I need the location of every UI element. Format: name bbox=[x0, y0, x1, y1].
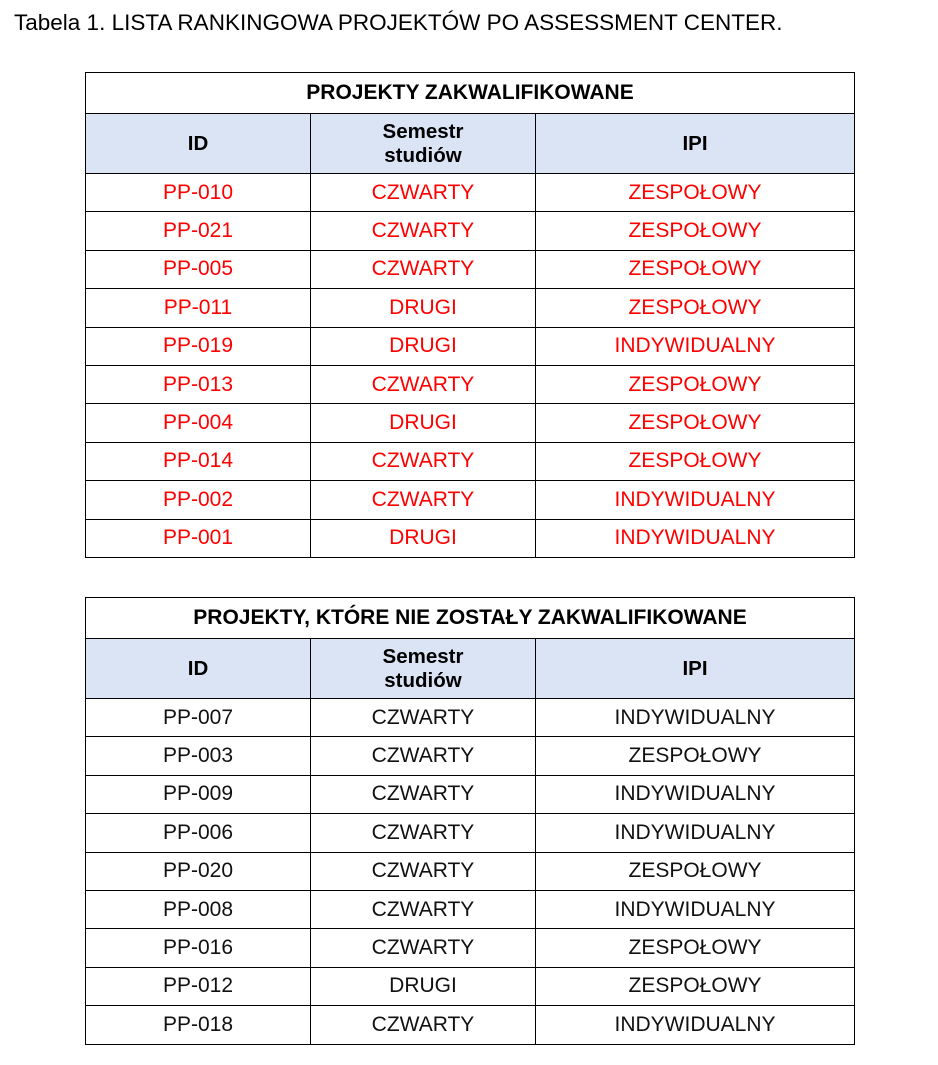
not-qualified-projects-table bbox=[85, 597, 855, 1045]
not-qualified-table-title: PROJEKTY, KTÓRE NIE ZOSTAŁY ZAKWALIFIKOWANE bbox=[86, 598, 855, 639]
cell-id: PP-019 bbox=[86, 327, 311, 365]
column-header-semester bbox=[311, 114, 536, 174]
cell-semester: DRUGI bbox=[311, 289, 536, 327]
cell-semester: DRUGI bbox=[311, 519, 536, 557]
cell-id: PP-008 bbox=[86, 890, 311, 928]
cell-ipi: ZESPOŁOWY bbox=[536, 852, 855, 890]
column-header-row bbox=[86, 639, 855, 699]
table-row bbox=[86, 174, 855, 212]
table-row bbox=[86, 212, 855, 250]
cell-id: PP-005 bbox=[86, 250, 311, 288]
table-row bbox=[86, 365, 855, 403]
cell-id: PP-020 bbox=[86, 852, 311, 890]
cell-id: PP-011 bbox=[86, 289, 311, 327]
cell-ipi: INDYWIDUALNY bbox=[536, 1006, 855, 1044]
column-header-id: ID bbox=[86, 114, 311, 174]
table-row bbox=[86, 967, 855, 1005]
table-row bbox=[86, 289, 855, 327]
table-caption: Tabela 1. LISTA RANKINGOWA PROJEKTÓW PO ASSESSMENT CENTER. bbox=[14, 10, 783, 35]
cell-semester: CZWARTY bbox=[311, 250, 536, 288]
cell-semester: CZWARTY bbox=[311, 212, 536, 250]
cell-id: PP-009 bbox=[86, 775, 311, 813]
table-row bbox=[86, 519, 855, 557]
cell-ipi: INDYWIDUALNY bbox=[536, 699, 855, 737]
cell-id: PP-004 bbox=[86, 404, 311, 442]
cell-semester: CZWARTY bbox=[311, 852, 536, 890]
cell-semester: CZWARTY bbox=[311, 699, 536, 737]
table-row bbox=[86, 814, 855, 852]
cell-ipi: INDYWIDUALNY bbox=[536, 814, 855, 852]
cell-id: PP-012 bbox=[86, 967, 311, 1005]
cell-semester: DRUGI bbox=[311, 327, 536, 365]
cell-ipi: INDYWIDUALNY bbox=[536, 890, 855, 928]
table-row bbox=[86, 404, 855, 442]
table-row bbox=[86, 852, 855, 890]
cell-semester: CZWARTY bbox=[311, 890, 536, 928]
cell-id: PP-021 bbox=[86, 212, 311, 250]
column-header-semester-line1: Semestr bbox=[382, 644, 464, 668]
cell-semester: CZWARTY bbox=[311, 174, 536, 212]
cell-ipi: ZESPOŁOWY bbox=[536, 289, 855, 327]
cell-semester: CZWARTY bbox=[311, 481, 536, 519]
cell-semester: CZWARTY bbox=[311, 775, 536, 813]
cell-id: PP-001 bbox=[86, 519, 311, 557]
cell-semester: CZWARTY bbox=[311, 929, 536, 967]
qualified-table-body bbox=[86, 174, 855, 558]
cell-id: PP-003 bbox=[86, 737, 311, 775]
cell-id: PP-018 bbox=[86, 1006, 311, 1044]
cell-ipi: ZESPOŁOWY bbox=[536, 250, 855, 288]
column-header-id: ID bbox=[86, 639, 311, 699]
cell-semester: DRUGI bbox=[311, 404, 536, 442]
table-row bbox=[86, 250, 855, 288]
cell-ipi: ZESPOŁOWY bbox=[536, 929, 855, 967]
not-qualified-table-body bbox=[86, 699, 855, 1045]
table-row bbox=[86, 481, 855, 519]
cell-semester: CZWARTY bbox=[311, 365, 536, 403]
cell-ipi: ZESPOŁOWY bbox=[536, 212, 855, 250]
column-header-semester-line1: Semestr bbox=[382, 119, 464, 143]
column-header-semester bbox=[311, 639, 536, 699]
column-header-semester-line2: studiów bbox=[384, 668, 462, 692]
column-header-ipi: IPI bbox=[536, 639, 855, 699]
cell-semester: CZWARTY bbox=[311, 1006, 536, 1044]
cell-ipi: INDYWIDUALNY bbox=[536, 481, 855, 519]
column-header-ipi: IPI bbox=[536, 114, 855, 174]
cell-id: PP-010 bbox=[86, 174, 311, 212]
cell-ipi: ZESPOŁOWY bbox=[536, 737, 855, 775]
cell-id: PP-013 bbox=[86, 365, 311, 403]
column-header-row bbox=[86, 114, 855, 174]
cell-ipi: INDYWIDUALNY bbox=[536, 775, 855, 813]
cell-semester: CZWARTY bbox=[311, 814, 536, 852]
cell-ipi: INDYWIDUALNY bbox=[536, 327, 855, 365]
cell-ipi: ZESPOŁOWY bbox=[536, 365, 855, 403]
cell-ipi: ZESPOŁOWY bbox=[536, 967, 855, 1005]
table-row bbox=[86, 737, 855, 775]
table-title-row bbox=[86, 73, 855, 114]
table-row bbox=[86, 890, 855, 928]
cell-ipi: ZESPOŁOWY bbox=[536, 404, 855, 442]
table-row bbox=[86, 1006, 855, 1044]
table-row bbox=[86, 327, 855, 365]
cell-ipi: INDYWIDUALNY bbox=[536, 519, 855, 557]
cell-id: PP-007 bbox=[86, 699, 311, 737]
column-header-semester-line2: studiów bbox=[384, 143, 462, 167]
table-row bbox=[86, 699, 855, 737]
table-row bbox=[86, 442, 855, 480]
table-row bbox=[86, 929, 855, 967]
cell-semester: CZWARTY bbox=[311, 442, 536, 480]
cell-ipi: ZESPOŁOWY bbox=[536, 174, 855, 212]
cell-semester: CZWARTY bbox=[311, 737, 536, 775]
table-row bbox=[86, 775, 855, 813]
cell-id: PP-014 bbox=[86, 442, 311, 480]
cell-semester: DRUGI bbox=[311, 967, 536, 1005]
cell-id: PP-016 bbox=[86, 929, 311, 967]
qualified-projects-table bbox=[85, 72, 855, 558]
cell-id: PP-002 bbox=[86, 481, 311, 519]
cell-ipi: ZESPOŁOWY bbox=[536, 442, 855, 480]
qualified-table-title: PROJEKTY ZAKWALIFIKOWANE bbox=[86, 73, 855, 114]
table-title-row bbox=[86, 598, 855, 639]
cell-id: PP-006 bbox=[86, 814, 311, 852]
